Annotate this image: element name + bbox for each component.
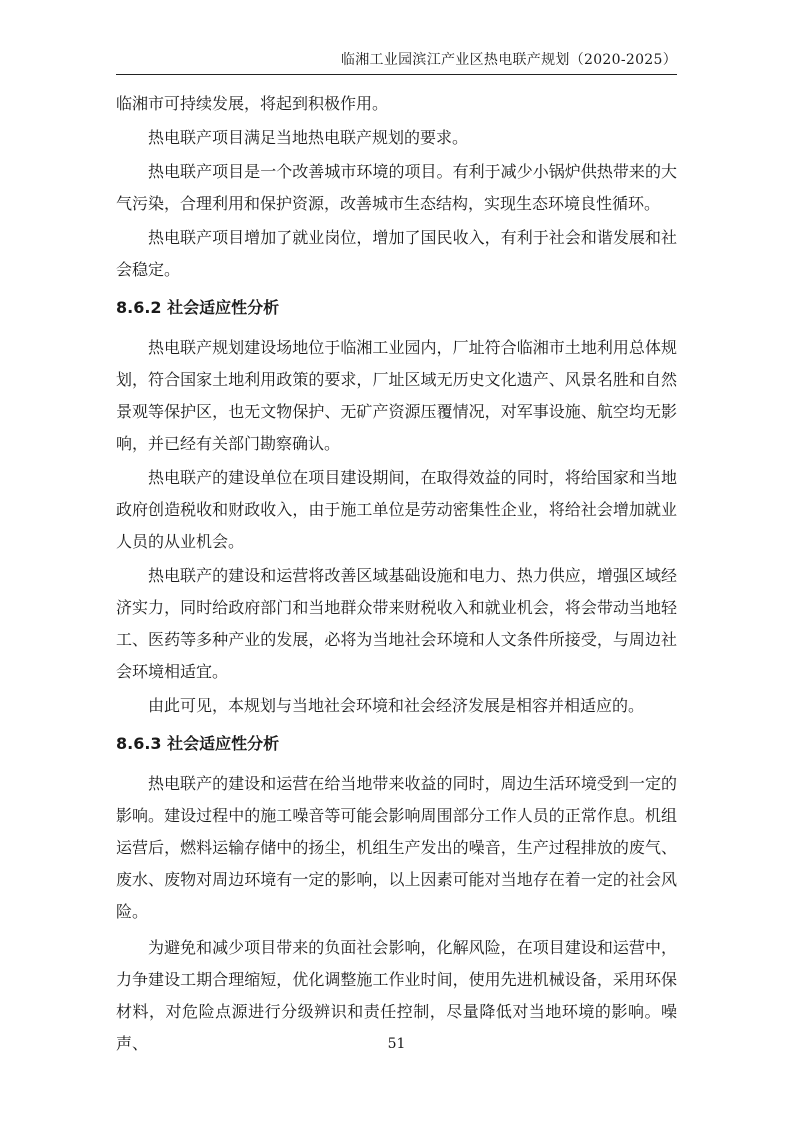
body-paragraph: 热电联产的建设和运营将改善区域基础设施和电力、热力供应，增强区域经济实力，同时给政府部门和当地群众带来财税收入和就业机会，将会带动当地轻工、医药等多种产业的发展，必将为当地社会环境和人文条件所接受，与周边社会环境相适宜。 xyxy=(116,566,677,681)
running-header: 临湘工业园滨江产业区热电联产规划（2020-2025） xyxy=(340,52,677,68)
body-paragraph: 热电联产的建设单位在项目建设期间，在取得效益的同时，将给国家和当地政府创造税收和财政收入，由于施工单位是劳动密集性企业，将给社会增加就业人员的从业机会。 xyxy=(116,468,677,551)
body-paragraph: 热电联产项目是一个改善城市环境的项目。有利于减少小锅炉供热带来的大气污染，合理利用和保护资源，改善城市生态结构，实现生态环境良性循环。 xyxy=(116,162,677,213)
body-paragraph: 热电联产项目增加了就业岗位，增加了国民收入，有利于社会和谐发展和社会稳定。 xyxy=(116,228,677,279)
body-paragraph: 热电联产项目满足当地热电联产规划的要求。 xyxy=(148,128,469,147)
document-body xyxy=(116,88,677,1064)
section-heading-8-6-3: 8.6.3 社会适应性分析 xyxy=(116,734,280,753)
page-number: 51 xyxy=(387,1036,406,1052)
body-paragraph: 临湘市可持续发展，将起到积极作用。 xyxy=(116,94,389,113)
section-heading-8-6-2: 8.6.2 社会适应性分析 xyxy=(116,298,280,317)
header-rule xyxy=(116,74,677,75)
body-paragraph: 由此可见，本规划与当地社会环境和社会经济发展是相容并相适应的。 xyxy=(148,696,645,715)
body-paragraph: 热电联产规划建设场地位于临湘工业园内，厂址符合临湘市土地利用总体规划，符合国家土地利用政策的要求，厂址区域无历史文化遗产、风景名胜和自然景观等保护区，也无文物保护、无矿产资源压覆情况，对军事设施、航空均无影响，并已经有关部门勘察确认。 xyxy=(116,338,677,453)
body-paragraph: 热电联产的建设和运营在给当地带来收益的同时，周边生活环境受到一定的影响。建设过程中的施工噪音等可能会影响周围部分工作人员的正常作息。机组运营后，燃料运输存储中的扬尘，机组生产发出的噪音，生产过程排放的废气、废水、废物对周边环境有一定的影响，以上因素可能对当地存在着一定的社会风险。 xyxy=(116,774,677,921)
body-paragraph: 为避免和减少项目带来的负面社会影响，化解风险，在项目建设和运营中，力争建设工期合理缩短，优化调整施工作业时间，使用先进机械设备，采用环保材料，对危险点源进行分级辨识和责任控制，尽量降低对当地环境的影响。噪声、 xyxy=(116,938,677,1053)
